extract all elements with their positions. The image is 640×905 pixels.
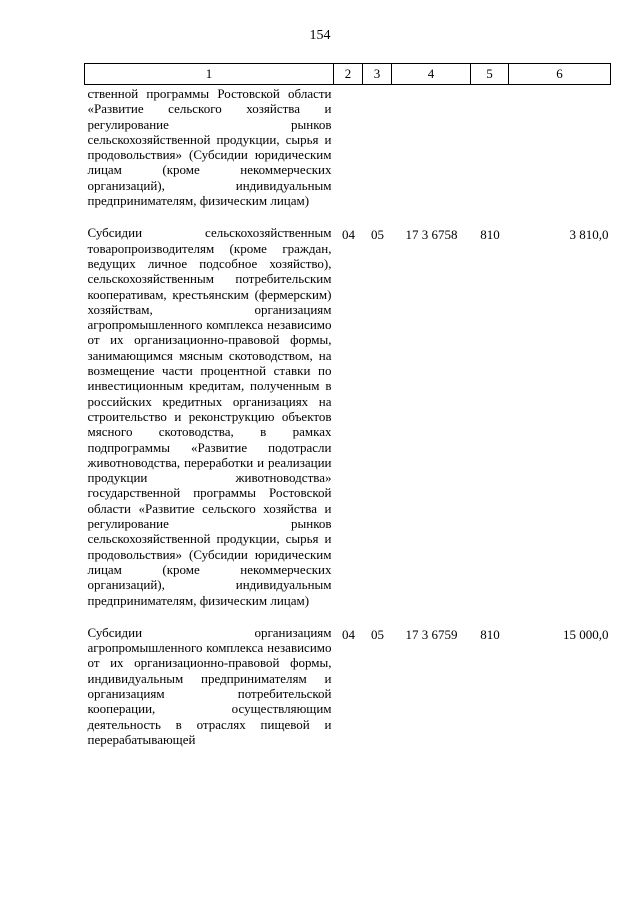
row-description: Субсидии сельскохозяйственным товаропроизводителям (кроме граждан, ведущих личное подсобное хозяйство), сельскохозяйственным потребительским кооперативам, крестьянским (фермерским) хозяйствам, организациям агропромышленного комплекса независимо от их организационно-правовой формы, занимающимся мясным скотоводством, на возмещение части процентной ставки по инвестиционным кредитам, полученным в российских кредитных организациях на строительство и реконструкцию объектов мясного скотоводства, в рамках подпрограммы «Развитие подотрасли животноводства, переработки и реализации продукции животноводства» государственной программы Ростовской области «Развитие сельского хозяйства и регулирование рынков сельскохозяйственной продукции, сырья и продовольствия» (Субсидии юридическим лицам (кроме некоммерческих организаций), индивидуальным предпринимателям, физическим лицам) bbox=[87, 225, 332, 608]
row-amount: 15 000,0 bbox=[563, 626, 609, 642]
table-row bbox=[85, 208, 611, 607]
row-description: Субсидии организациям агропромышленного комплекса независимо от их организационно-правовой формы, индивидуальным предпринимателям и организациям потребительской кооперации, осуществляющим деятельность в отраслях пищевой и перерабатывающей bbox=[87, 624, 332, 747]
row-section-code: 04 bbox=[342, 626, 355, 642]
column-header-3: 3 bbox=[363, 64, 392, 85]
row-amount: 3 810,0 bbox=[569, 227, 609, 243]
table-row bbox=[85, 608, 611, 747]
column-header-5: 5 bbox=[471, 64, 509, 85]
column-header-2: 2 bbox=[334, 64, 363, 85]
row-target-code: 17 3 6759 bbox=[405, 626, 458, 642]
row-target-code bbox=[392, 85, 471, 209]
row-subsection-code: 05 bbox=[371, 227, 384, 243]
row-expense-type bbox=[471, 85, 509, 209]
row-description: ственной программы Ростовской области «Развитие сельского хозяйства и регулирование рынков сельскохозяйственной продукции, сырья и продовольствия» (Субсидии юридическим лицам (кроме некоммерческих организаций), индивидуальным предпринимателям, физическим лицам) bbox=[87, 86, 332, 209]
table-header-row bbox=[85, 64, 611, 85]
row-amount bbox=[509, 85, 611, 209]
row-expense-type: 810 bbox=[480, 227, 500, 243]
budget-table bbox=[84, 63, 611, 747]
column-header-4: 4 bbox=[392, 64, 471, 85]
row-section-code: 04 bbox=[342, 227, 355, 243]
page-number: 154 bbox=[309, 28, 331, 43]
row-target-code: 17 3 6758 bbox=[405, 227, 458, 243]
table-row bbox=[85, 85, 611, 209]
row-section-code bbox=[334, 85, 363, 209]
row-expense-type: 810 bbox=[480, 626, 500, 642]
row-subsection-code: 05 bbox=[371, 626, 384, 642]
column-header-6: 6 bbox=[509, 64, 611, 85]
row-subsection-code bbox=[363, 85, 392, 209]
column-header-1: 1 bbox=[85, 64, 334, 85]
